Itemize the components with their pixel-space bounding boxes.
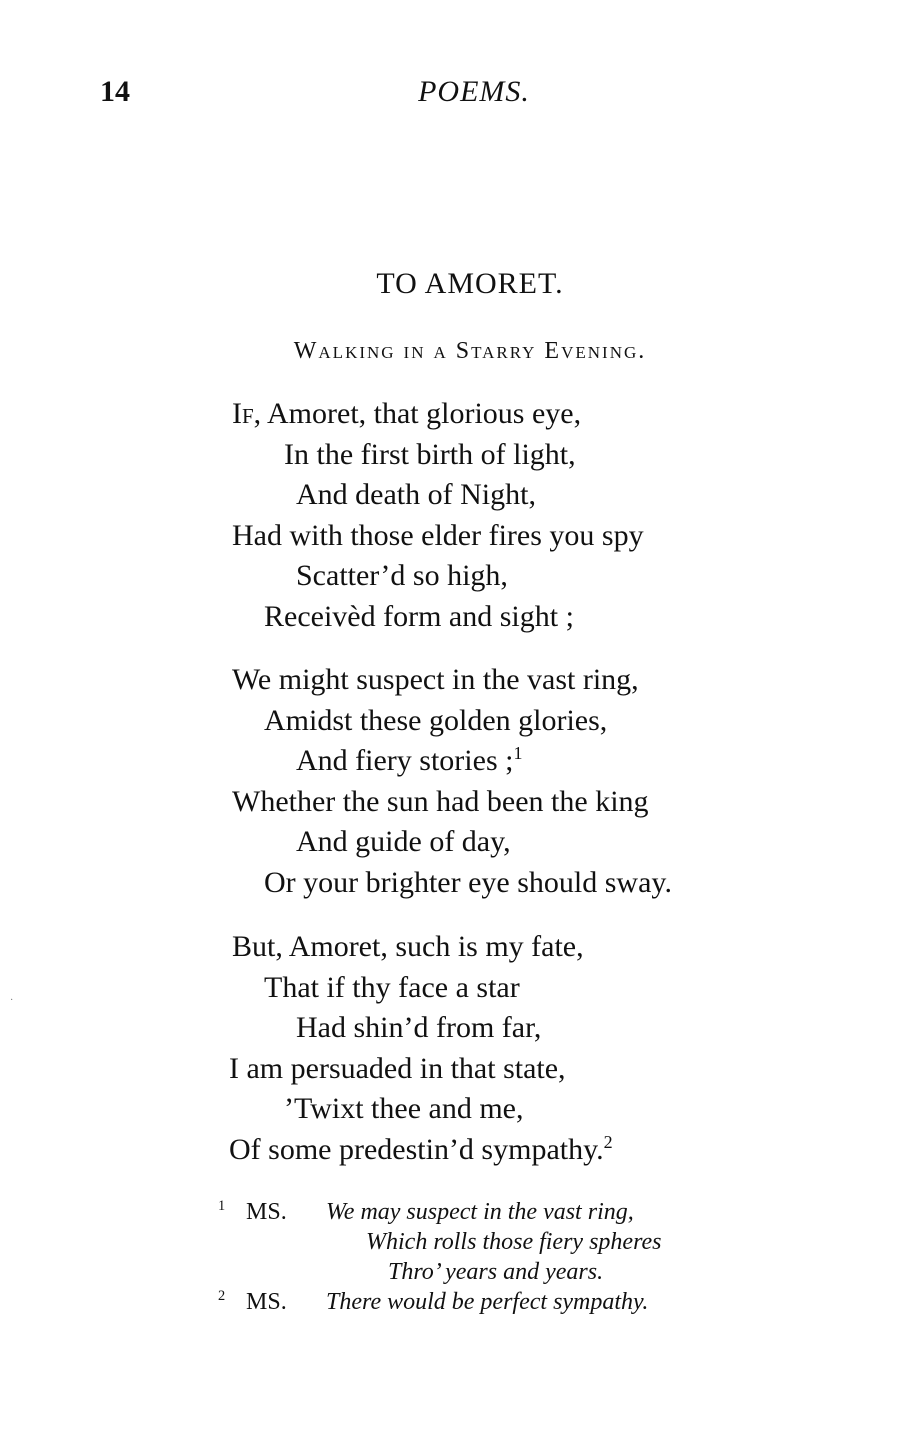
line-text: Of some predestin’d sympathy. xyxy=(229,1132,604,1166)
poem-line: I am persuaded in that state, xyxy=(229,1051,566,1085)
footnote-text: We may suspect in the vast ring, xyxy=(326,1199,634,1225)
poem-line xyxy=(232,394,644,435)
poem-title: TO AMORET. xyxy=(376,267,564,300)
running-head: POEMS. xyxy=(418,75,530,108)
poem-line xyxy=(229,1130,613,1171)
footnote-source: MS. xyxy=(246,1199,287,1225)
poem-line: Or your brighter eye should sway. xyxy=(264,865,672,899)
footnote-1: 1 MS. We may suspect in the vast ring, xyxy=(218,1198,634,1225)
stanza-3 xyxy=(229,927,613,1171)
footnote-text: Which rolls those fiery spheres xyxy=(366,1229,662,1255)
line-text: , Amoret, that glorious eye, xyxy=(253,397,582,430)
poem-line: Receivèd form and sight ; xyxy=(264,599,574,633)
poem-line: That if thy face a star xyxy=(264,970,520,1004)
poem-line: Whether the sun had been the king xyxy=(232,784,649,818)
poem-line: And death of Night, xyxy=(296,478,536,512)
stanza-2 xyxy=(232,660,672,904)
footnote-ref: 2 xyxy=(603,1131,613,1152)
footnote-ref: 1 xyxy=(513,743,523,764)
page-number: 14 xyxy=(100,75,130,108)
poem-subtitle: Walking in a Starry Evening. xyxy=(293,338,647,364)
poem-line: Amidst these golden glories, xyxy=(264,703,608,737)
poem-line: Had with those elder fires you spy xyxy=(232,518,644,552)
footnote-source: MS. xyxy=(246,1289,287,1315)
poem-line: Scatter’d so high, xyxy=(296,559,508,593)
footnotes xyxy=(218,1197,662,1317)
poem-line: In the first birth of light, xyxy=(284,437,576,471)
footnote-2: 2 MS. There would be perfect sympathy. xyxy=(218,1288,649,1315)
poem-line: We might suspect in the vast ring, xyxy=(232,663,639,696)
paper-speck: · xyxy=(10,995,14,1006)
poem-line: ’Twixt thee and me, xyxy=(284,1092,524,1126)
footnote-text: Thro’ years and years. xyxy=(388,1259,604,1285)
poem-line xyxy=(232,741,672,782)
poem-line: Had shin’d from far, xyxy=(296,1011,542,1045)
initial-word: If xyxy=(232,397,254,430)
poem-line: But, Amoret, such is my fate, xyxy=(232,930,584,963)
footnote-1-continuation xyxy=(218,1257,648,1287)
poem-line: And guide of day, xyxy=(296,825,511,859)
footnote-1-continuation xyxy=(218,1227,662,1257)
stanza-1 xyxy=(232,394,644,638)
footnote-text: There would be perfect sympathy. xyxy=(326,1289,649,1315)
line-text: And fiery stories ; xyxy=(296,744,514,778)
